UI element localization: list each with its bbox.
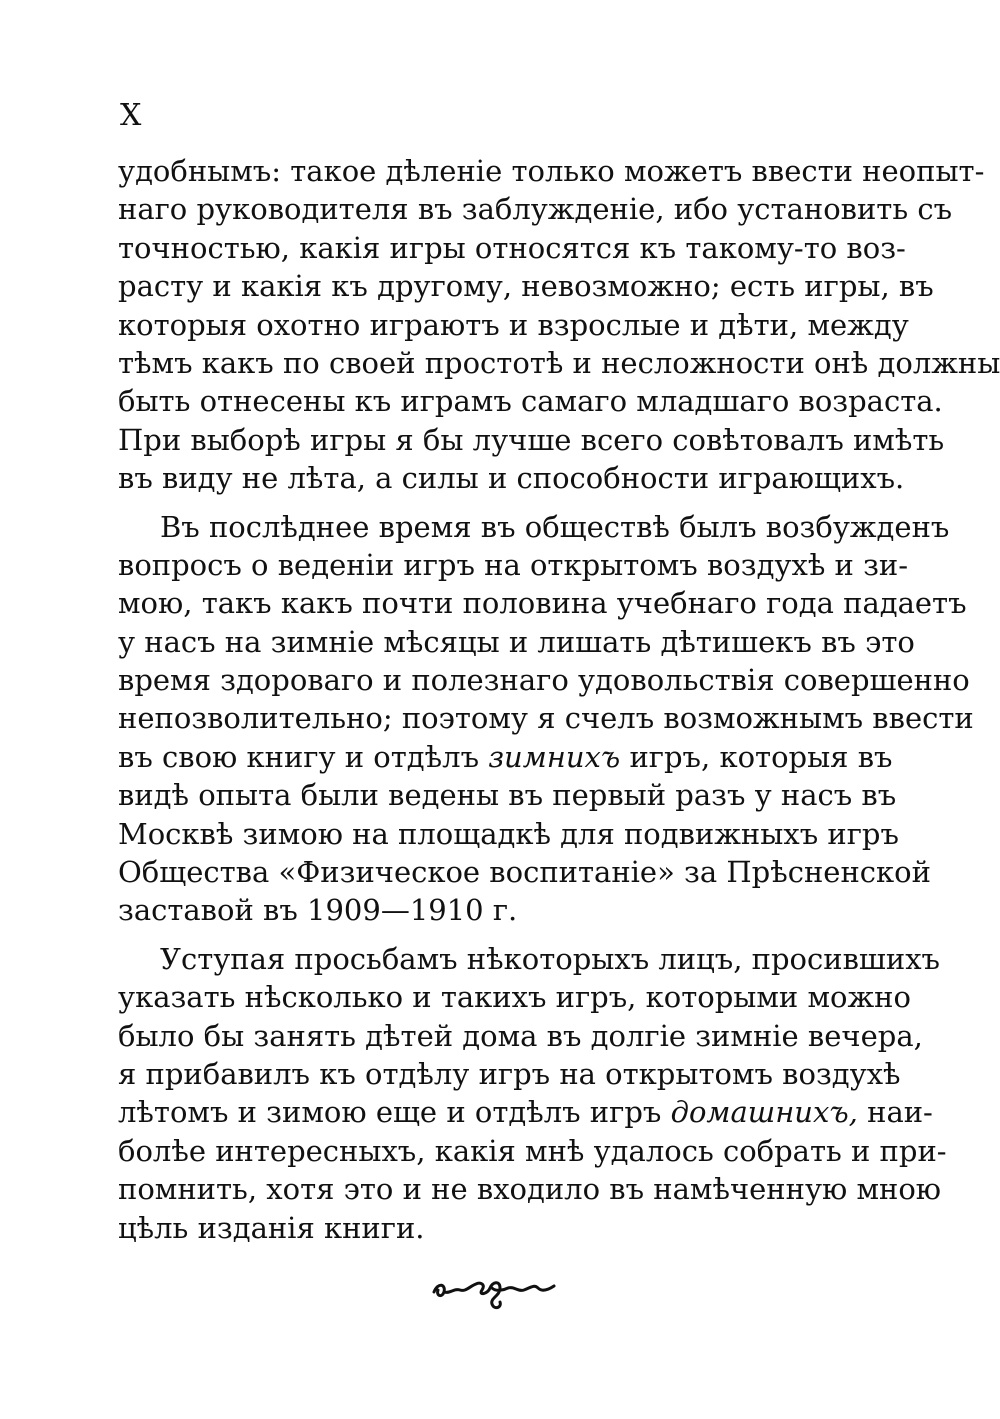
paragraph-1 bbox=[118, 152, 1000, 498]
text-line: у насъ на зимніе мѣсяцы и лишать дѣтишекъ въ это bbox=[118, 624, 915, 659]
text-line: видѣ опыта были ведены въ первый разъ у насъ въ bbox=[118, 778, 897, 813]
text-line: Въ послѣднее время въ обществѣ былъ возбужденъ bbox=[160, 509, 950, 544]
italic-word-domestic: домашнихъ, bbox=[670, 1095, 858, 1130]
text-line: которыя охотно играютъ и взрослые и дѣти, между bbox=[118, 307, 909, 342]
paragraph-3 bbox=[118, 940, 947, 1247]
text-line: я прибавилъ къ отдѣлу игръ на открытомъ воздухѣ bbox=[118, 1056, 901, 1091]
text-line-with-italic bbox=[118, 1093, 933, 1131]
text-line: Общества «Физическое воспитаніе» за Прѣсненской bbox=[118, 855, 931, 890]
paragraph-2 bbox=[118, 508, 974, 930]
text-line: тѣмъ какъ по своей простотѣ и несложности онѣ должны bbox=[118, 345, 1000, 380]
text-line: расту и какія къ другому, невозможно; есть игры, въ bbox=[118, 269, 934, 304]
text-fragment: наи- bbox=[857, 1095, 933, 1130]
text-line: болѣе интересныхъ, какія мнѣ удалось собрать и при- bbox=[118, 1133, 947, 1168]
text-line: цѣль изданія книги. bbox=[118, 1210, 425, 1245]
text-line: время здороваго и полезнаго удовольствія совершенно bbox=[118, 663, 970, 698]
text-line: Москвѣ зимою на площадкѣ для подвижныхъ игръ bbox=[118, 816, 899, 851]
page-number: X bbox=[120, 98, 142, 133]
body-text bbox=[118, 152, 1000, 1247]
italic-word-winter: зимнихъ bbox=[488, 739, 621, 774]
text-line: помнить, хотя это и не входило въ намѣченную мною bbox=[118, 1172, 942, 1207]
text-line: заставой въ 1909—1910 г. bbox=[118, 893, 518, 928]
text-line: вопросъ о веденіи игръ на открытомъ воздухѣ и зи- bbox=[118, 547, 909, 582]
text-line-with-italic bbox=[118, 738, 893, 776]
flourish-ornament-icon bbox=[430, 1262, 560, 1316]
text-line: наго руководителя въ заблужденіе, ибо установить съ bbox=[118, 192, 953, 227]
text-fragment: игръ, которыя въ bbox=[620, 739, 893, 774]
text-fragment: въ свою книгу и отдѣлъ bbox=[118, 739, 489, 774]
text-line: указать нѣсколько и такихъ игръ, которыми можно bbox=[118, 980, 911, 1015]
text-line: Уступая просьбамъ нѣкоторыхъ лицъ, просившихъ bbox=[160, 941, 940, 976]
text-fragment: лѣтомъ и зимою еще и отдѣлъ игръ bbox=[118, 1095, 671, 1130]
text-line: непозволительно; поэтому я счелъ возможнымъ ввести bbox=[118, 701, 974, 736]
text-line: было бы занять дѣтей дома въ долгіе зимніе вечера, bbox=[118, 1018, 923, 1053]
text-line: При выборѣ игры я бы лучше всего совѣтовалъ имѣть bbox=[118, 422, 945, 457]
text-line: въ виду не лѣта, а силы и способности играющихъ. bbox=[118, 461, 905, 496]
text-line: мою, такъ какъ почти половина учебнаго года падаетъ bbox=[118, 586, 967, 621]
text-line: точностью, какія игры относятся къ такому-то воз- bbox=[118, 230, 906, 265]
text-line: быть отнесены къ играмъ самаго младшаго возраста. bbox=[118, 384, 943, 419]
text-line: удобнымъ: такое дѣленіе только можетъ ввести неопыт- bbox=[118, 154, 985, 188]
